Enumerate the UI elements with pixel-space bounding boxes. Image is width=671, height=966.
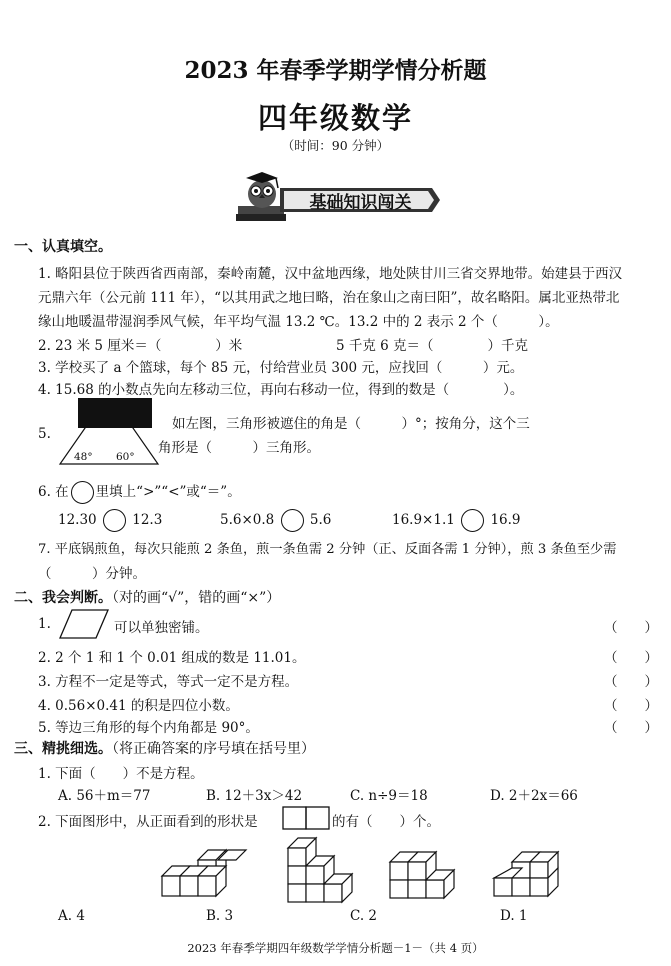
q3-text: 3. 学校买了 a 个篮球，每个 85 元，付给营业员 300 元，应找回（ ）元。: [38, 360, 524, 376]
front-view-shape: [282, 806, 330, 830]
judge-q1-number: 1.: [38, 616, 51, 632]
section1-heading: 一、认真填空。: [14, 239, 112, 255]
q6-compare-3: [392, 509, 521, 532]
q6-compare-2: [220, 509, 331, 532]
judge-q1-answer[interactable]: （ ）: [604, 620, 658, 636]
q7-line1: 7. 平底锅煎鱼，每次只能煎 2 条鱼，煎一条鱼需 2 分钟（正、反面各需 1 分钟），煎 3 条鱼至少需: [38, 542, 617, 557]
judge-q1-text: 可以单独密铺。: [114, 620, 209, 636]
page-footer: 2023 年春季学期四年级数学学情分析题－1－（共 4 页）: [187, 941, 484, 955]
choice-q2-option-d[interactable]: D. 1: [500, 908, 528, 924]
q5-line1: 如左图，三角形被遮住的角是（ ）°；按角分，这个三: [172, 416, 530, 432]
q5-line2: 角形是（ ）三角形。: [158, 440, 320, 456]
section2-note: （对的画“√”，错的画“×”）: [112, 590, 281, 606]
subject-title: 四年级数学: [257, 101, 413, 135]
compare-2-left: 5.6×0.8: [220, 512, 275, 528]
q2-part-a: 2. 23 米 5 厘米＝（ ）米: [38, 338, 243, 354]
cube-figure-b: [284, 836, 364, 906]
choice-q1-option-d[interactable]: D. 2＋2x＝66: [490, 788, 578, 804]
judge-q3-text: 3. 方程不一定是等式，等式一定不是方程。: [38, 674, 299, 690]
q6-prefix: 6. 在: [38, 484, 69, 500]
judge-q3-answer[interactable]: （ ）: [604, 674, 658, 690]
section3-title: 三、精挑细选。: [14, 741, 112, 757]
q4-text: 4. 15.68 的小数点先向左移动三位，再向右移动一位，得到的数是（ ）。: [38, 382, 524, 398]
judge-q5-answer[interactable]: （ ）: [604, 720, 658, 736]
compare-2-right: 5.6: [309, 512, 332, 528]
q2-part-b: 5 千克 6 克＝（ ）千克: [336, 338, 529, 354]
choice-q1-option-b[interactable]: B. 12＋3x＞42: [206, 788, 303, 804]
q1-line1: 1. 略阳县位于陕西省西南部，秦岭南麓，汉中盆地西缘，地处陕甘川三省交界地带。始建县于西汉: [38, 266, 623, 282]
compare-3-right: 16.9: [490, 512, 521, 528]
compare-circle-sample: [71, 481, 94, 504]
q7-line2: （ ）分钟。: [38, 566, 146, 582]
angle-48-label: 48°: [74, 451, 93, 463]
q6-suffix: 里填上“>”“<”或“＝”。: [95, 484, 241, 500]
q6-compare-1: [58, 509, 162, 532]
section2-heading: [14, 587, 280, 607]
judge-q4-answer[interactable]: （ ）: [604, 698, 658, 714]
cube-figure-c: [386, 846, 466, 906]
q1-line3: 缘山地暖温带湿润季风气候，年平均气温 13.2 ℃。13.2 中的 2 表示 2 个（ ）。: [38, 314, 559, 330]
choice-q1-option-a[interactable]: A. 56＋m＝77: [58, 788, 151, 804]
choice-q2-text-a: 2. 下面图形中，从正面看到的形状是: [38, 814, 258, 830]
q5-number: 5.: [38, 426, 51, 442]
judge-q4-text: 4. 0.56×0.41 的积是四位小数。: [38, 698, 239, 714]
cube-figure-d: [490, 848, 570, 906]
choice-q2-text-b: 的有（ ）个。: [332, 814, 440, 830]
angle-60-label: 60°: [116, 451, 135, 463]
choice-q1-text: 1. 下面（ ）不是方程。: [38, 766, 204, 782]
section-banner: [232, 170, 442, 225]
cube-figure-a: [160, 842, 250, 904]
judge-q5-text: 5. 等边三角形的每个内角都是 90°。: [38, 720, 259, 736]
judge-q2-answer[interactable]: （ ）: [604, 650, 658, 666]
banner-label: 基础知识闯关: [309, 193, 412, 213]
section3-heading: [14, 738, 315, 758]
choice-q1-option-c[interactable]: C. n÷9＝18: [350, 788, 428, 804]
exam-time: （时间：90 分钟）: [281, 138, 390, 153]
choice-q2-option-b[interactable]: B. 3: [206, 908, 234, 924]
parallelogram-figure: [58, 608, 110, 640]
section3-note: （将正确答案的序号填在括号里）: [112, 741, 315, 757]
compare-circle-2[interactable]: [281, 509, 304, 532]
document-title: 2023 年春季学期学情分析题: [184, 57, 487, 84]
compare-circle-1[interactable]: [103, 509, 126, 532]
compare-1-right: 12.3: [132, 512, 163, 528]
choice-q2-option-c[interactable]: C. 2: [350, 908, 378, 924]
section2-title: 二、我会判断。: [14, 590, 112, 606]
q6-instruction: [38, 480, 241, 504]
compare-1-left: 12.30: [58, 512, 97, 528]
q1-line2: 元鼎六年（公元前 111 年），“以其用武之地曰略，治在象山之南曰阳”，故名略阳。属北亚热带北: [38, 290, 620, 306]
choice-q2-option-a[interactable]: A. 4: [58, 908, 85, 924]
compare-circle-3[interactable]: [461, 509, 484, 532]
compare-3-left: 16.9×1.1: [392, 512, 455, 528]
covered-triangle-figure: [56, 398, 162, 466]
judge-q2-text: 2. 2 个 1 和 1 个 0.01 组成的数是 11.01。: [38, 650, 306, 666]
